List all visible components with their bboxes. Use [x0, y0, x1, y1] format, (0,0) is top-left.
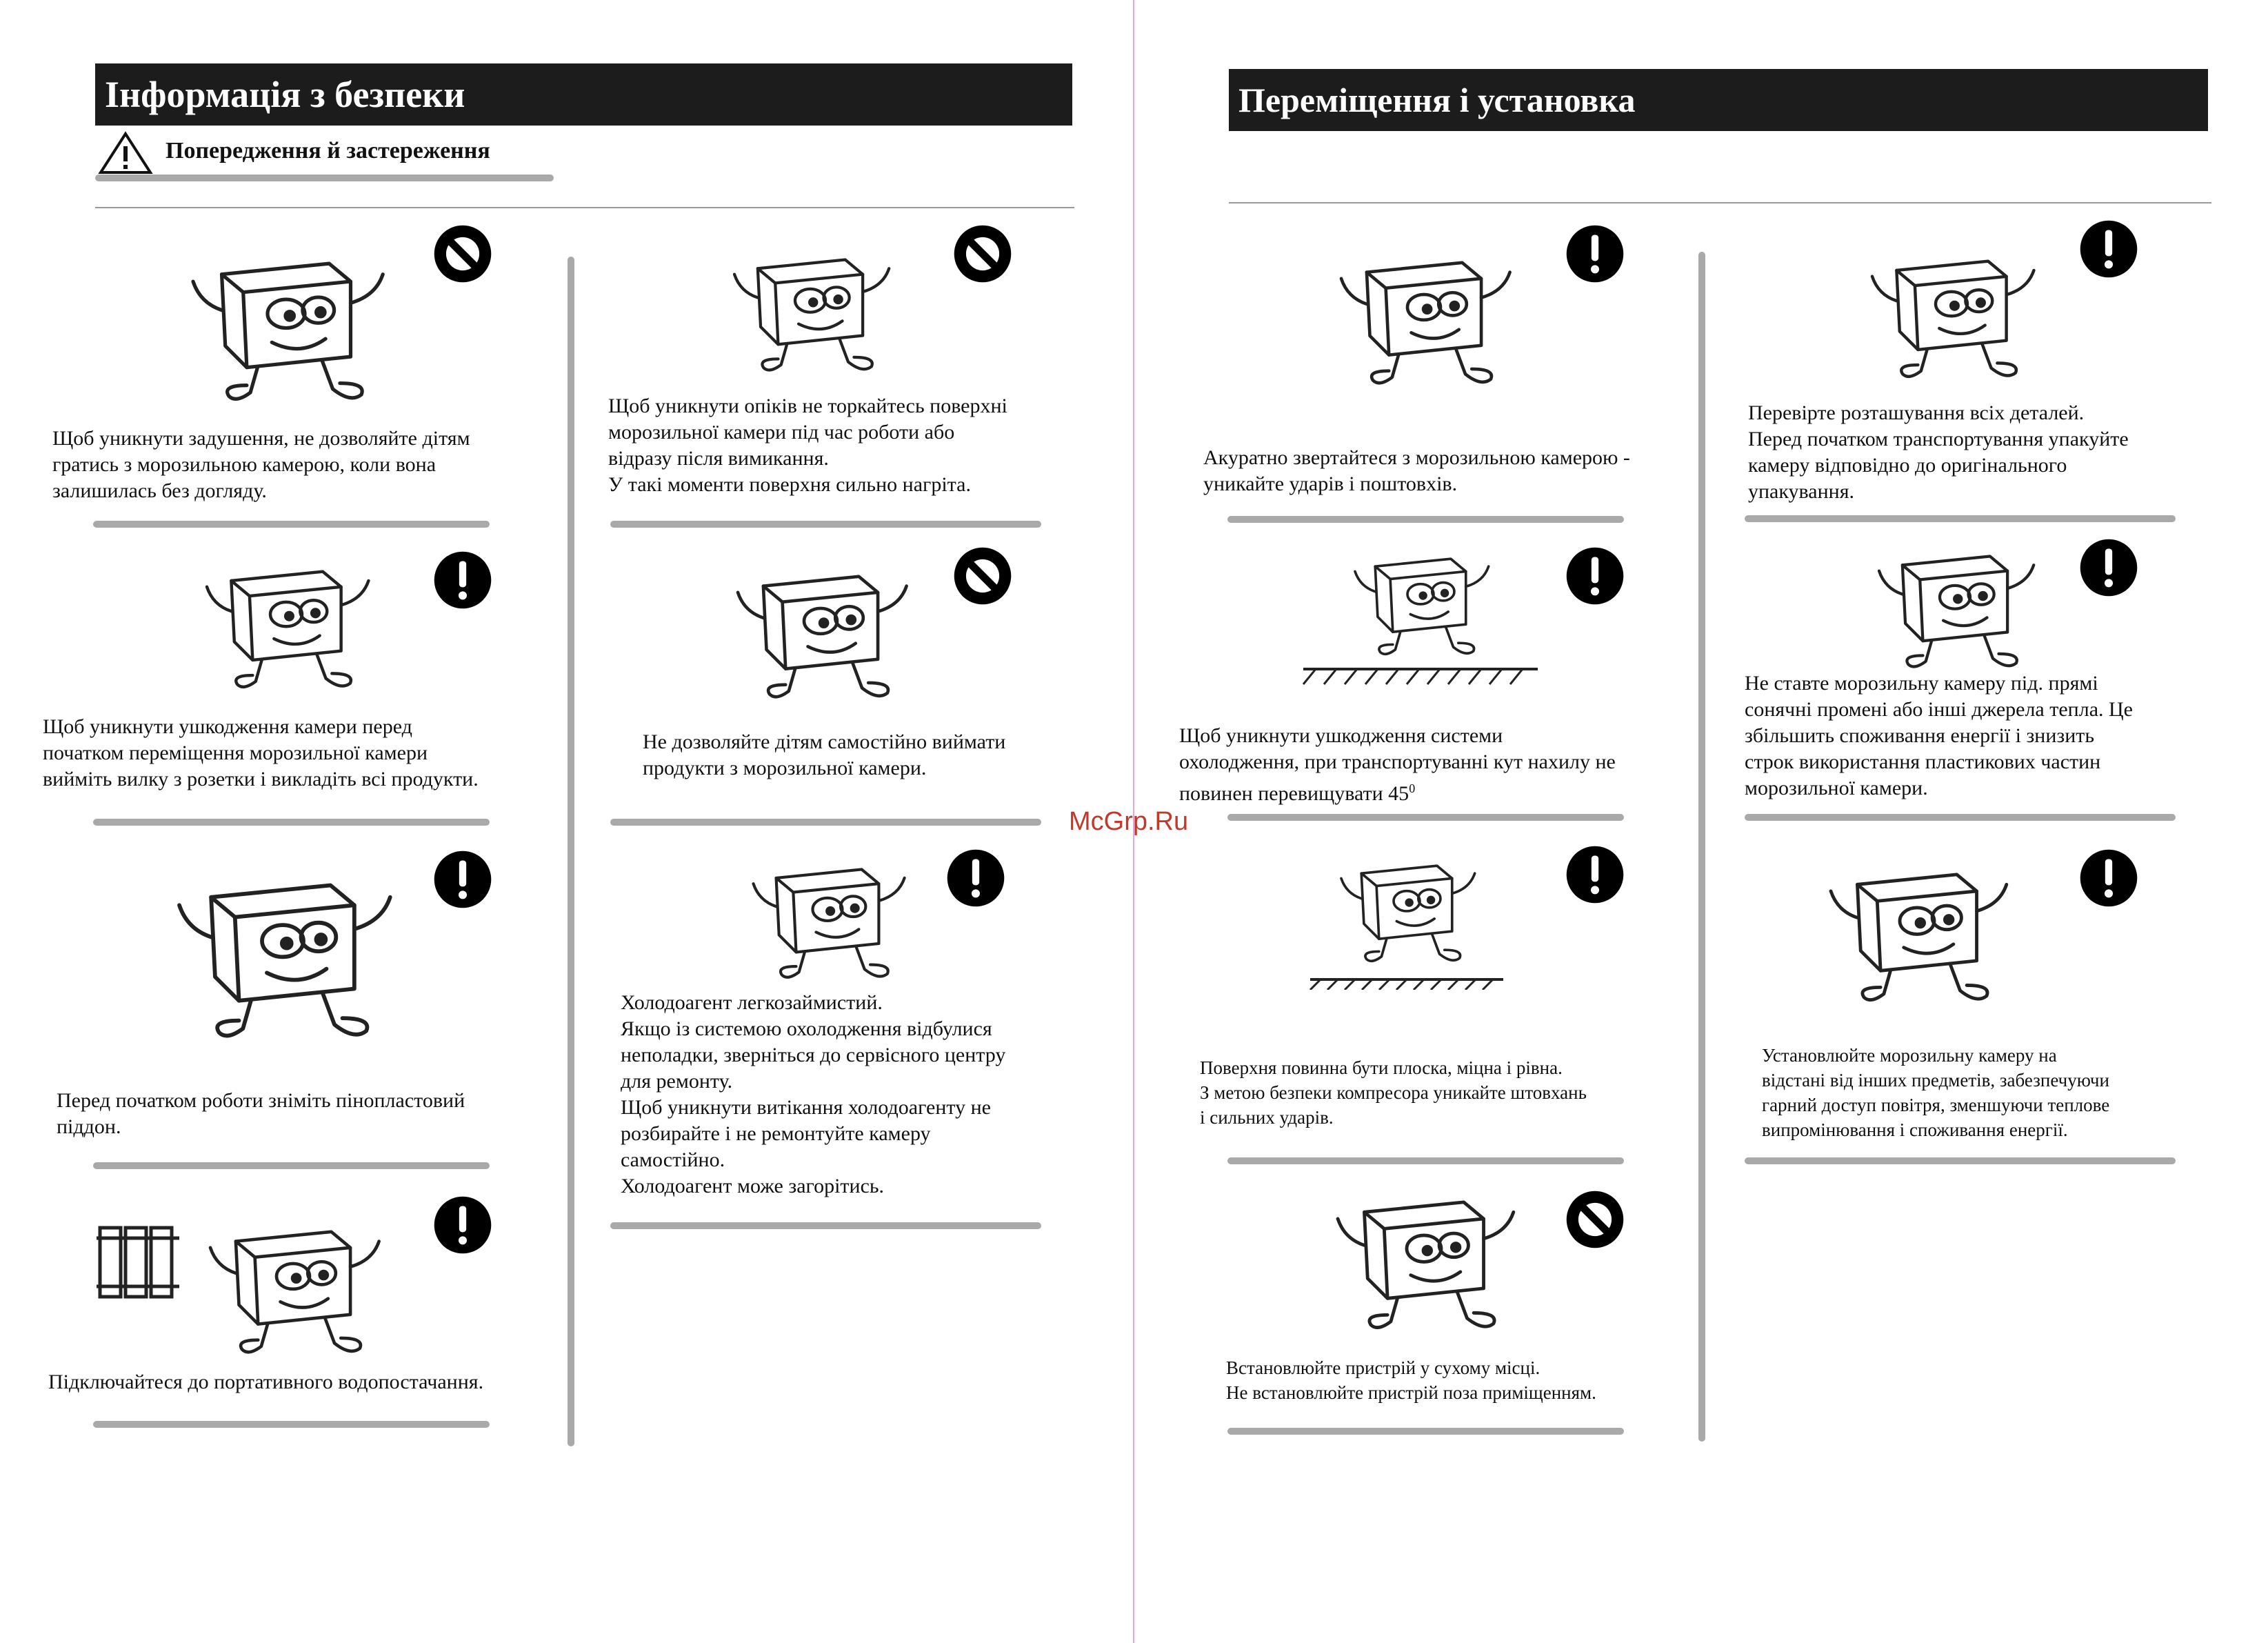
item-caption	[1179, 723, 1616, 807]
prohibition-icon	[953, 224, 1012, 283]
sunlight-heat-illustration	[1841, 524, 2069, 676]
item-caption: Перед початком роботи зніміть пінопластовий піддон.	[57, 1089, 465, 1138]
column-divider	[568, 257, 574, 1446]
item-separator	[1745, 1157, 2176, 1164]
item-separator	[93, 521, 490, 528]
subtitle-underline	[95, 175, 554, 181]
header-rule	[1229, 202, 2211, 203]
item-separator	[1745, 814, 2176, 821]
flat-surface-illustration	[1303, 838, 1510, 990]
item-separator	[93, 819, 490, 826]
warning-icon	[2079, 538, 2138, 597]
item-separator	[1227, 814, 1624, 821]
item-separator	[610, 1222, 1041, 1229]
freezer-unplug-illustration	[172, 538, 400, 697]
item-separator	[1227, 516, 1624, 523]
item-caption: Поверхня повинна бути плоска, міцна і рівна. З метою безпеки компресора уникайте штовхань і сильних ударів.	[1200, 1057, 1587, 1128]
item-caption: Не ставте морозильну камеру під. прямі сонячні промені або інші джерела тепла. Це збільшить споживання енергії і знизить строк використання пластикових частин морозильної камери.	[1745, 672, 2133, 799]
warning-icon	[1565, 224, 1625, 283]
page-title-text: Переміщення і установка	[1238, 81, 1636, 119]
warning-icon	[2079, 219, 2138, 279]
page-title-safety	[95, 63, 1072, 126]
column-divider	[1698, 252, 1705, 1442]
item-caption: Підключайтеся до портативного водопостачання.	[48, 1371, 484, 1393]
item-caption: Перевірте розташування всіх деталей. Перед початком транспортування упакуйте камеру відповідно до оригінального упакування.	[1748, 401, 2129, 503]
warning-icon	[1565, 546, 1625, 606]
foam-tray-illustration	[159, 842, 407, 1048]
item-separator	[610, 819, 1041, 826]
item-separator	[93, 1162, 490, 1169]
prohibition-icon	[1565, 1190, 1625, 1249]
item-caption: Щоб уникнути ушкодження камери перед початком переміщення морозильної камери вийміть вилку з розетки і викладіть всі продукти.	[43, 715, 479, 790]
item-separator	[610, 521, 1041, 528]
tilt-angle-illustration	[1296, 531, 1545, 686]
degree-superscript: 0	[1409, 781, 1416, 795]
prohibition-icon	[953, 546, 1012, 606]
item-separator	[1745, 515, 2176, 522]
warning-icon	[433, 1195, 492, 1255]
warning-icon	[433, 550, 492, 610]
child-food-illustration	[710, 541, 931, 707]
item-separator	[1227, 1157, 1624, 1164]
item-caption: Не дозволяйте дітям самостійно виймати продукти з морозильної камери.	[643, 730, 1006, 779]
item-caption: Холодоагент легкозаймистий. Якщо із системою охолодження відбулися неполадки, зверніться до сервісного центру для ремонту. Щоб уникнути витікання холодоагенту не розбирайте і не ремонтуйте камеру самостійно. Холодоагент може загорітись.	[621, 991, 1006, 1197]
item-caption: Встановлюйте пристрій у сухому місці. Не встановлюйте пристрій поза приміщенням.	[1226, 1357, 1596, 1403]
section-subtitle: Попередження й застереження	[165, 138, 490, 163]
watermark: McGrp.Ru	[1069, 807, 1189, 836]
dry-place-illustration	[1310, 1166, 1538, 1338]
refrigerant-repair-illustration	[724, 838, 931, 986]
packaging-illustration	[1841, 228, 2062, 386]
item-caption: Щоб уникнути опіків не торкайтесь поверхні морозильної камери під час роботи або відразу після вимикання. У такі моменти поверхня сильно нагріта.	[608, 395, 1007, 496]
item-separator	[93, 1421, 490, 1428]
item-caption: Установлюйте морозильну камеру на відстані від інших предметів, забезпечуючи гарний доступ повітря, зменшуючи теплове випромінювання і споживання енергії.	[1762, 1045, 2110, 1140]
freezer-handle-care-illustration	[1307, 228, 1541, 393]
water-supply-illustration	[97, 1197, 414, 1362]
item-caption: Акуратно звертайтеся з морозильною камерою - уникайте ударів і поштовхів.	[1203, 446, 1630, 495]
item-caption: Щоб уникнути задушення, не дозволяйте дітям гратись з морозильною камерою, коли вона залишилась без догляду.	[52, 427, 470, 502]
item-caption-text: Щоб уникнути ушкодження системи охолодження, при транспортуванні кут нахилу не повинен перевищувати 45	[1179, 724, 1616, 805]
warning-icon	[433, 850, 492, 909]
page-title-text: Інформація з безпеки	[105, 74, 465, 115]
page-title-installation	[1229, 69, 2208, 131]
header-rule	[95, 207, 1074, 208]
freezer-child-illustration	[172, 224, 400, 410]
air-clearance-illustration	[1779, 838, 2055, 1010]
item-separator	[1227, 1428, 1624, 1435]
caution-triangle-icon	[98, 131, 153, 175]
freezer-hot-surface-illustration	[696, 228, 924, 379]
warning-icon	[946, 848, 1005, 908]
warning-icon	[2079, 848, 2138, 908]
prohibition-icon	[433, 224, 492, 283]
warning-icon	[1565, 845, 1625, 904]
